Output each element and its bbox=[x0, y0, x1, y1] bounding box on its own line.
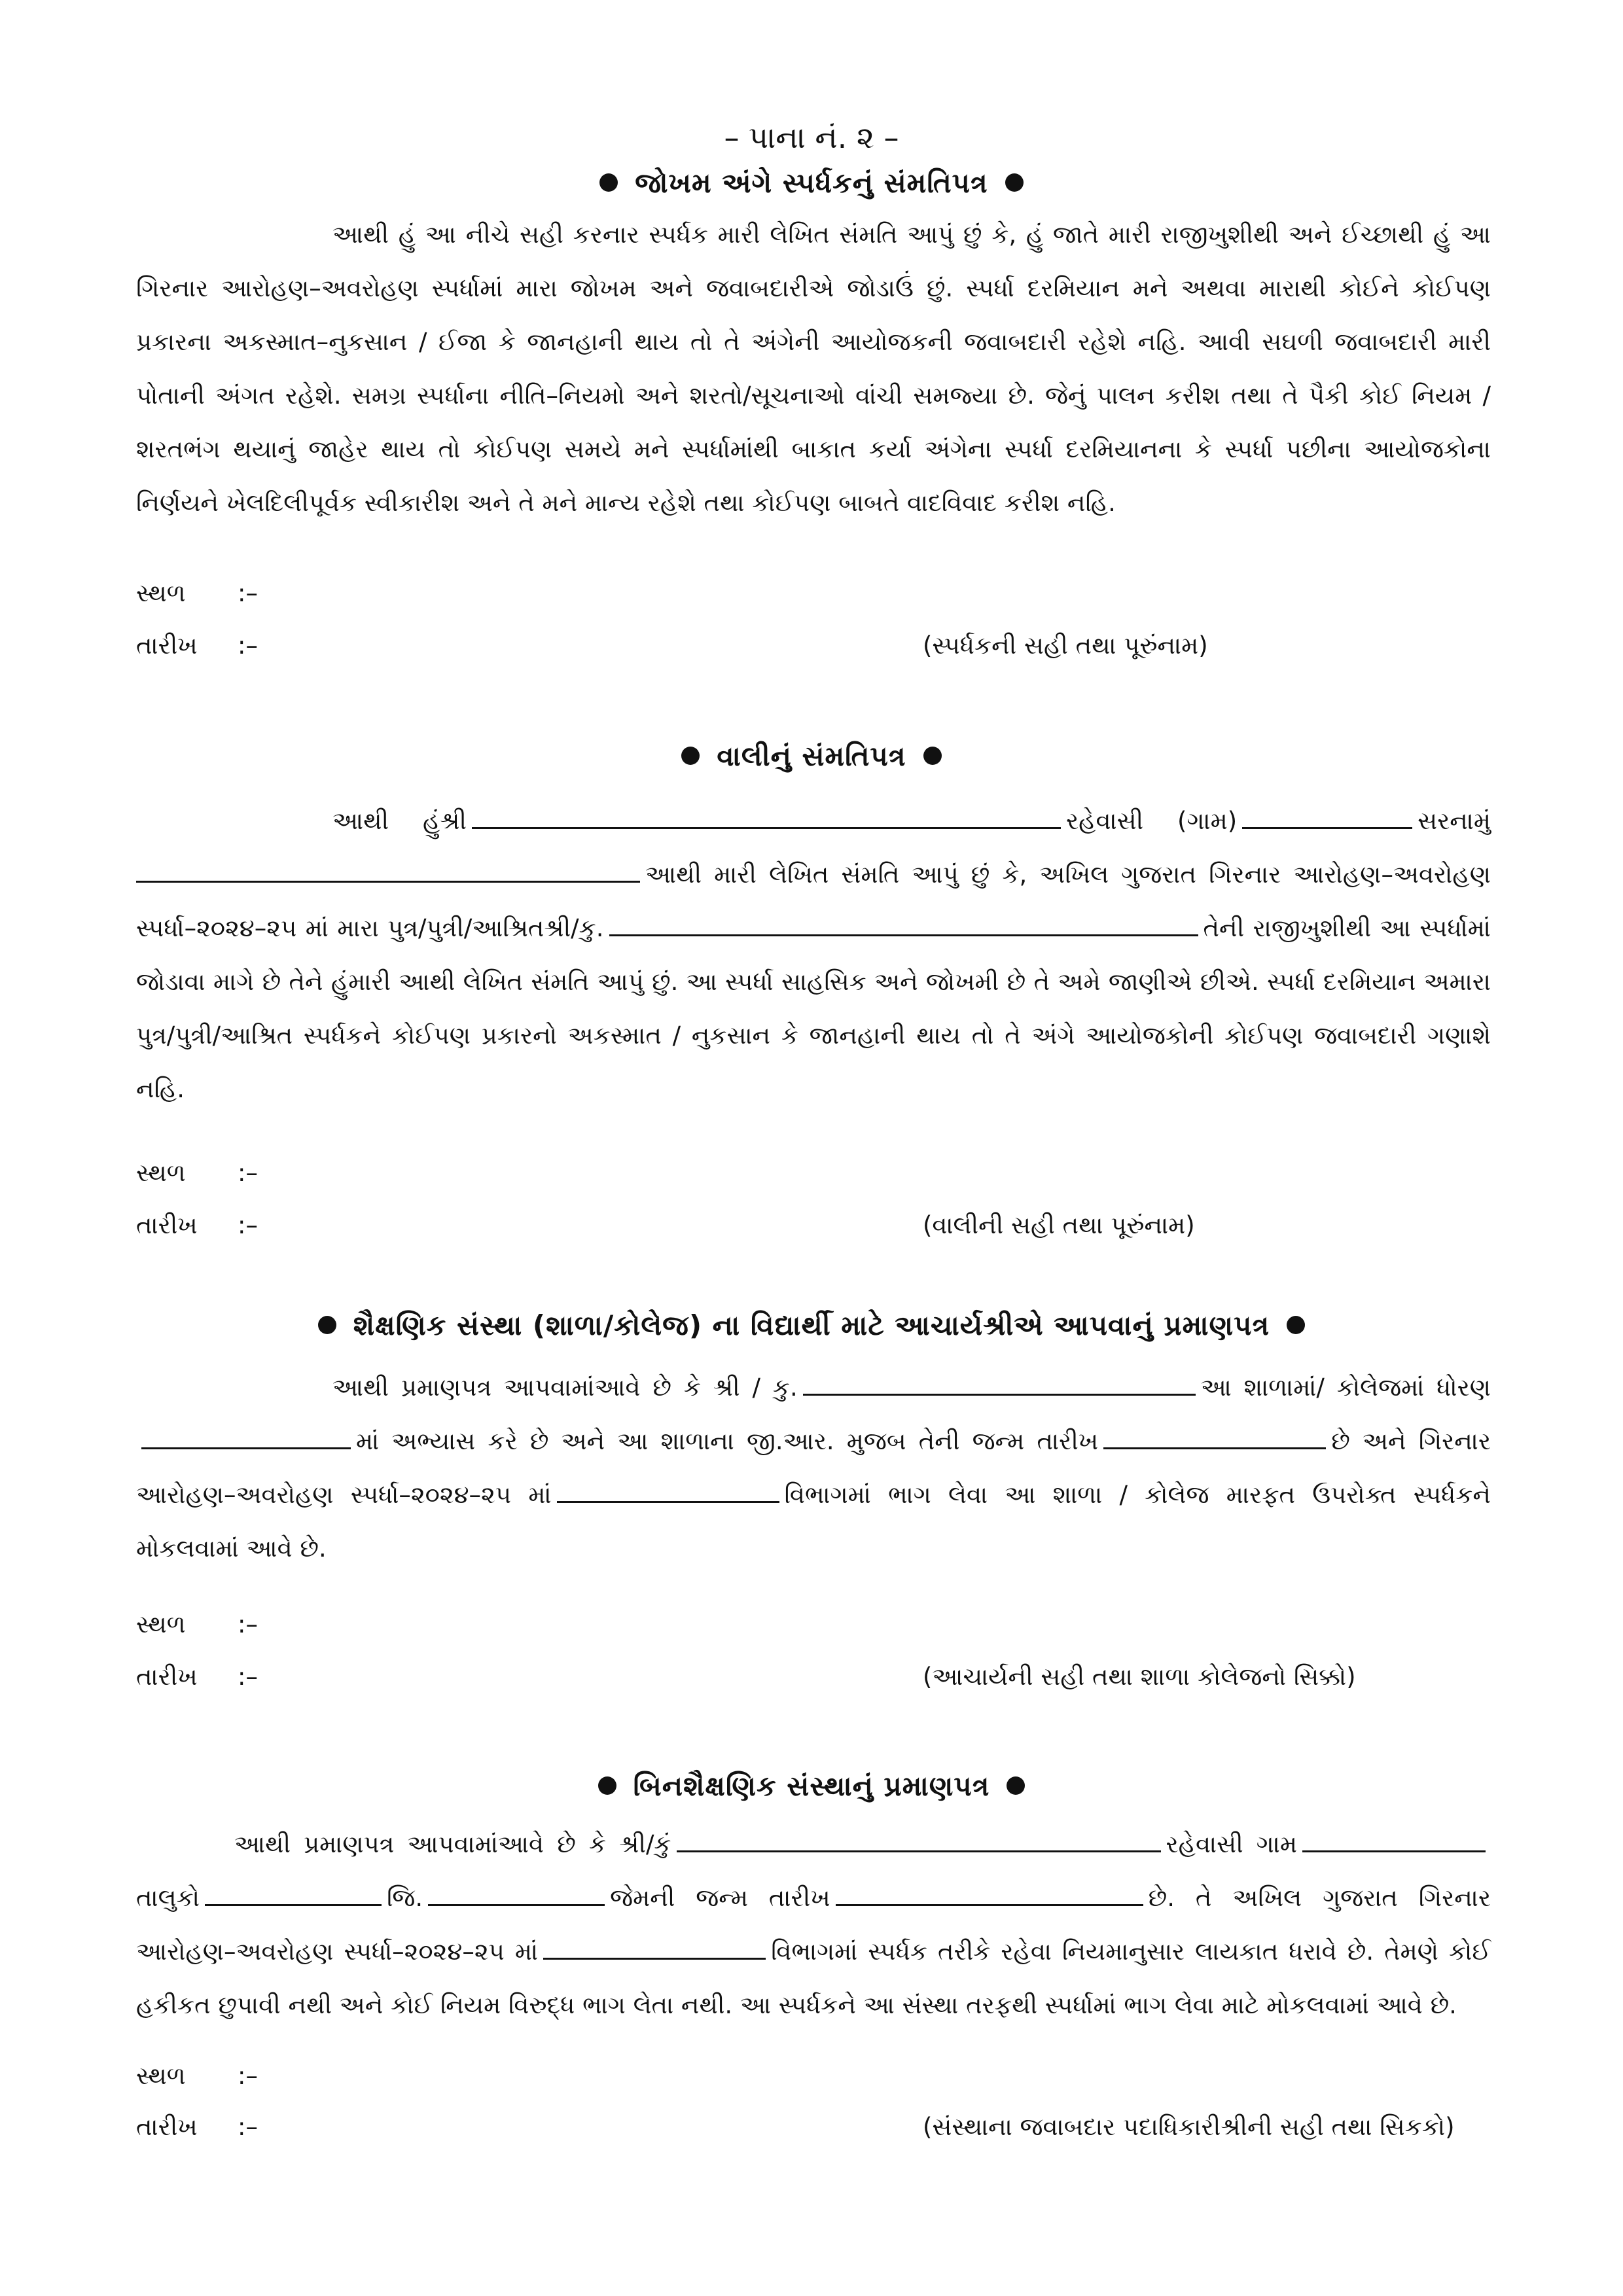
non-academic-signature-caption: (સંસ્થાના જવાબદાર પદાધિકારીશ્રીની સહી તથા સિકકો) bbox=[923, 2113, 1455, 2141]
guardian-text-2: રહેવાસી (ગામ) bbox=[1066, 807, 1238, 835]
ward-name-field[interactable] bbox=[609, 915, 1198, 936]
risk-consent-title: જોખમ અંગે સ્પર્ધકનું સંમતિપત્ર bbox=[635, 167, 988, 199]
guardian-consent-body bbox=[136, 794, 1491, 1116]
risk-signature-caption: (સ્પર્ધકની સહી તથા પૂરુંનામ) bbox=[923, 631, 1208, 660]
member-name-field[interactable] bbox=[677, 1831, 1161, 1852]
bullet-icon bbox=[1007, 1776, 1025, 1795]
academic-cert-heading bbox=[0, 1307, 1623, 1344]
separator: :– bbox=[238, 1663, 258, 1691]
academic-cert-title: શૈક્ષણિક સંસ્થા (શાળા/કોલેજ) ના વિદ્યાર્થી માટે આચાર્યશ્રીએ આપવાનું પ્રમાણપત્ર bbox=[353, 1309, 1270, 1341]
bullet-icon bbox=[681, 747, 700, 765]
non-academic-text-5: જેમની જન્મ તારીખ bbox=[610, 1884, 830, 1912]
guardian-place-row bbox=[136, 1157, 258, 1190]
guardian-consent-heading bbox=[0, 738, 1623, 775]
bullet-icon bbox=[599, 173, 618, 192]
bullet-icon bbox=[598, 1776, 616, 1795]
non-academic-text-4: જિ. bbox=[386, 1884, 423, 1912]
academic-text-5: વિભાગમાં ભાગ લેવા આ શાળા / કોલેજ મારફત ઉપરોક્ત સ્પર્ધકને મોકલવામાં આવે છે. bbox=[136, 1481, 1491, 1563]
non-academic-text-2: રહેવાસી ગામ bbox=[1166, 1830, 1297, 1858]
member-birthdate-field[interactable] bbox=[836, 1884, 1143, 1906]
separator: :– bbox=[238, 1610, 258, 1638]
guardian-name-field[interactable] bbox=[472, 807, 1061, 829]
student-name-field[interactable] bbox=[803, 1374, 1196, 1396]
risk-consent-body bbox=[136, 208, 1491, 530]
risk-date-row bbox=[136, 629, 258, 662]
non-academic-text-1: આથી પ્રમાણપત્ર આપવામાંઆવે છે કે શ્રી/કું bbox=[234, 1830, 671, 1858]
non-academic-text-3: તાલુકો bbox=[136, 1884, 200, 1912]
guardian-address-field[interactable] bbox=[136, 861, 640, 883]
guardian-text-5: તેની રાજીખુશીથી આ સ્પર્ધામાં જોડાવા માગે છે તેને હુંમારી આથી લેખિત સંમતિ આપું છું. આ સ્પર્ધા સાહસિક અને જોખમી છે તે અમે જાણીએ છીએ. સ્પર્ધા દરમિયાન અમારા પુત્ર/પુત્રી/આશ્રિત સ્પર્ધકને કોઈપણ પ્રકારનો અકસ્માત / નુકસાન કે જાનહાની થાય તો તે અંગે આયોજકોની કોઈપણ જવાબદારી ગણાશે નહિ. bbox=[136, 914, 1491, 1103]
district-field[interactable] bbox=[428, 1884, 605, 1906]
non-academic-text-6: છે. તે અખિલ ગુજરાત ગિરનાર આરોહણ–અવરોહણ સ્પર્ધા–૨૦૨૪–૨૫ માં bbox=[136, 1884, 1491, 1966]
risk-consent-heading bbox=[0, 165, 1623, 202]
taluka-field[interactable] bbox=[205, 1884, 382, 1906]
date-label: તારીખ bbox=[136, 1211, 198, 1239]
separator: :– bbox=[238, 2062, 258, 2090]
bullet-icon bbox=[318, 1316, 336, 1334]
separator: :– bbox=[238, 631, 258, 660]
risk-consent-text: આથી હું આ નીચે સહી કરનાર સ્પર્ધક મારી લેખિત સંમતિ આપું છું કે, હું જાતે મારી રાજીખુશીથી અને ઈચ્છાથી હું આ ગિરનાર આરોહણ–અવરોહણ સ્પર્ધામાં મારા જોખમ અને જવાબદારીએ જોડાઉં છું. સ્પર્ધા દરમિયાન મને અથવા મારાથી કોઈને કોઈપણ પ્રકારના અકસ્માત–નુકસાન / ઈજા કે જાનહાની થાય તો તે અંગેની આયોજકની જવાબદારી રહેશે નહિ. આવી સઘળી જવાબદારી મારી પોતાની અંગત રહેશે. સમગ્ર સ્પર્ધાના નીતિ–નિયમો અને શરતો/સૂચનાઓ વાંચી સમજ્યા છે. જેનું પાલન કરીશ તથા તે પૈકી કોઈ નિયમ / શરતભંગ થયાનું જાહેર થાય તો કોઈપણ સમયે મને સ્પર્ધામાંથી બાકાત કર્યા અંગેના સ્પર્ધા દરમિયાનના કે સ્પર્ધા પછીના આયોજકોના નિર્ણયને ખેલદિલીપૂર્વક સ્વીકારીશ અને તે મને માન્ય રહેશે તથા કોઈપણ બાબતે વાદવિવાદ કરીશ નહિ. bbox=[136, 221, 1491, 517]
academic-signature-caption: (આચાર્યની સહી તથા શાળા કોલેજનો સિક્કો) bbox=[923, 1663, 1356, 1691]
member-category-field[interactable] bbox=[543, 1938, 766, 1960]
date-label: તારીખ bbox=[136, 2113, 198, 2141]
bullet-icon bbox=[1287, 1316, 1305, 1334]
guardian-signature-caption: (વાલીની સહી તથા પૂરુંનામ) bbox=[923, 1211, 1195, 1239]
guardian-consent-title: વાલીનું સંમતિપત્ર bbox=[717, 740, 906, 772]
guardian-text-3: સરનામું bbox=[1418, 807, 1491, 835]
page-number: – પાના નં. ૨ – bbox=[724, 120, 899, 155]
place-label: સ્થળ bbox=[136, 1159, 186, 1187]
separator: :– bbox=[238, 1211, 258, 1239]
academic-text-3: માં અભ્યાસ કરે છે અને આ શાળાના જી.આર. મુજબ તેની જન્મ તારીખ bbox=[356, 1427, 1099, 1455]
non-academic-cert-heading bbox=[0, 1768, 1623, 1805]
academic-cert-body bbox=[136, 1361, 1491, 1576]
separator: :– bbox=[238, 2113, 258, 2141]
bullet-icon bbox=[1005, 173, 1024, 192]
academic-text-4: છે અને ગિરનાર આરોહણ–અવરોહણ સ્પર્ધા–૨૦૨૪–૨૫ માં bbox=[136, 1427, 1491, 1509]
guardian-text-1: આથી હુંશ્રી bbox=[332, 807, 467, 835]
birthdate-field[interactable] bbox=[1103, 1428, 1326, 1449]
academic-place-row bbox=[136, 1608, 258, 1641]
non-academic-date-row bbox=[136, 2111, 258, 2144]
academic-text-2: આ શાળામાં/ કોલેજમાં ધોરણ bbox=[1200, 1373, 1491, 1402]
standard-field[interactable] bbox=[141, 1428, 351, 1449]
guardian-text-4: આથી મારી લેખિત સંમતિ આપું છું કે, અખિલ ગુજરાત ગિરનાર આરોહણ–અવરોહણ સ્પર્ધા–૨૦૨૪–૨૫ માં મારા પુત્ર/પુત્રી/આશ્રિતશ્રી/કુ. bbox=[136, 860, 1491, 942]
guardian-village-field[interactable] bbox=[1242, 807, 1412, 829]
place-label: સ્થળ bbox=[136, 1610, 186, 1638]
bullet-icon bbox=[923, 747, 942, 765]
risk-place-row bbox=[136, 577, 258, 610]
date-label: તારીખ bbox=[136, 631, 198, 660]
place-label: સ્થળ bbox=[136, 2062, 186, 2090]
place-label: સ્થળ bbox=[136, 579, 186, 607]
separator: :– bbox=[238, 579, 258, 607]
academic-text-1: આથી પ્રમાણપત્ર આપવામાંઆવે છે કે શ્રી / કુ. bbox=[332, 1373, 798, 1402]
non-academic-text-7: વિભાગમાં સ્પર્ધક તરીકે રહેવા નિયમાનુસાર લાયકાત ધરાવે છે. તેમણે કોઈ હકીકત છુપાવી નથી અને કોઈ નિયમ વિરુદ્ધ ભાગ લેતા નથી. આ સ્પર્ધકને આ સંસ્થા તરફથી સ્પર્ધામાં ભાગ લેવા માટે મોકલવામાં આવે છે. bbox=[136, 1937, 1491, 2019]
category-field[interactable] bbox=[557, 1481, 779, 1503]
guardian-date-row bbox=[136, 1209, 258, 1242]
separator: :– bbox=[238, 1159, 258, 1187]
date-label: તારીખ bbox=[136, 1663, 198, 1691]
non-academic-cert-body bbox=[136, 1818, 1491, 2032]
non-academic-cert-title: બિનશૈક્ષણિક સંસ્થાનું પ્રમાણપત્ર bbox=[633, 1770, 990, 1802]
member-village-field[interactable] bbox=[1302, 1831, 1486, 1852]
non-academic-place-row bbox=[136, 2060, 258, 2093]
academic-date-row bbox=[136, 1661, 258, 1693]
